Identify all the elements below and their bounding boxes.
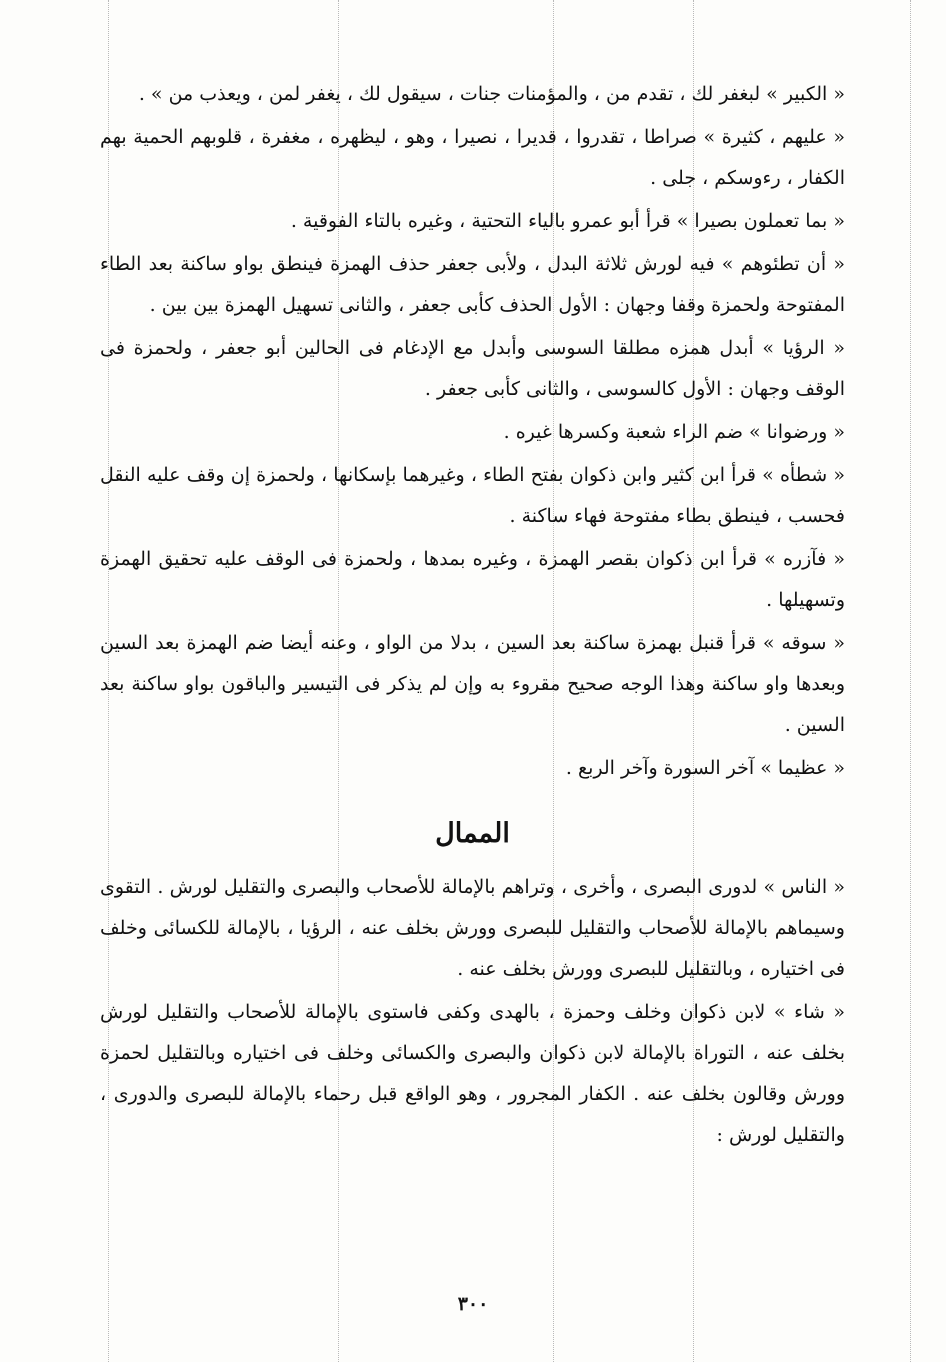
paragraph: « بما تعملون بصيرا » قرأ أبو عمرو بالياء التحتية ، وغيره بالتاء الفوقية .	[290, 210, 845, 232]
section-heading: الممال	[435, 818, 510, 849]
paragraph: « ورضوانا » ضم الراء شعبة وكسرها غيره .	[503, 421, 845, 443]
paragraph: « عظيما » آخر السورة وآخر الربع .	[565, 757, 845, 779]
paragraph: « شطأه » قرأ ابن كثير وابن ذكوان بفتح الطاء ، وغيرهما بإسكانها ، ولحمزة إن وقف عليه النقل فحسب ، فينطق بطاء مفتوحة فهاء ساكنة .	[100, 464, 845, 527]
paragraph: « الكبير » لبغفر لك ، تقدم من ، والمؤمنات جنات ، سيقول لك ، يغفر لمن ، ويعذب من » .	[138, 83, 845, 105]
paragraph: « عليهم ، كثيرة » صراطا ، تقدروا ، قديرا ، نصيرا ، وهو ، ليظهره ، مغفرة ، قلوبهم الحمية بهم الكفار ، رءوسكم ، جلى .	[100, 126, 845, 189]
paragraph: « فآزره » قرأ ابن ذكوان بقصر الهمزة ، وغيره بمدها ، ولحمزة فى الوقف عليه تحقيق الهمزة وتسهيلها .	[100, 548, 845, 611]
paragraph: « أن تطئوهم » فيه لورش ثلاثة البدل ، ولأبى جعفر حذف الهمزة فينطق بواو ساكنة بعد الطاء المفتوحة ولحمزة وقفا وجهان : الأول الحذف كأبى جعفر ، والثانى تسهيل الهمزة بين بين .	[100, 253, 845, 316]
paragraph: « الرؤيا » أبدل همزه مطلقا السوسى وأبدل مع الإدغام فى الحالين أبو جعفر ، ولحمزة فى الوقف وجهان : الأول كالسوسى ، والثانى كأبى جعفر .	[100, 337, 845, 400]
paragraph: « سوقه » قرأ قنبل بهمزة ساكنة بعد السين ، بدلا من الواو ، وعنه أيضا ضم الهمزة بعد السين وبعدها واو ساكنة وهذا الوجه صحيح مقروء به وإن لم يذكر فى التيسير والباقون بواو ساكنة بعد السين .	[100, 632, 845, 736]
paragraph: « الناس » لدورى البصرى ، وأخرى ، وتراهم بالإمالة للأصحاب والبصرى والتقليل لورش . التقوى وسيماهم بالإمالة للأصحاب والتقليل للبصرى وورش بخلف عنه ، الرؤيا ، بالإمالة للكسائى وخلف فى اختياره ، وبالتقليل للبصرى وورش بخلف عنه .	[100, 876, 845, 980]
scan-guide-line	[910, 0, 911, 1362]
paragraph: « شاء » لابن ذكوان وخلف وحمزة ، بالهدى وكفى فاستوى بالإمالة للأصحاب والتقليل لورش بخلف عنه ، التوراة بالإمالة لابن ذكوان والبصرى والكسائى وخلف فى اختياره وبالتقليل لحمزة وورش وقالون بخلف عنه . الكفار المجرور ، وهو الواقع قبل رحماء بالإمالة للبصرى والدورى ، والتقليل لورش :	[100, 1001, 845, 1146]
page-number: ٣٠٠	[457, 1293, 489, 1315]
page-body	[100, 74, 845, 1158]
